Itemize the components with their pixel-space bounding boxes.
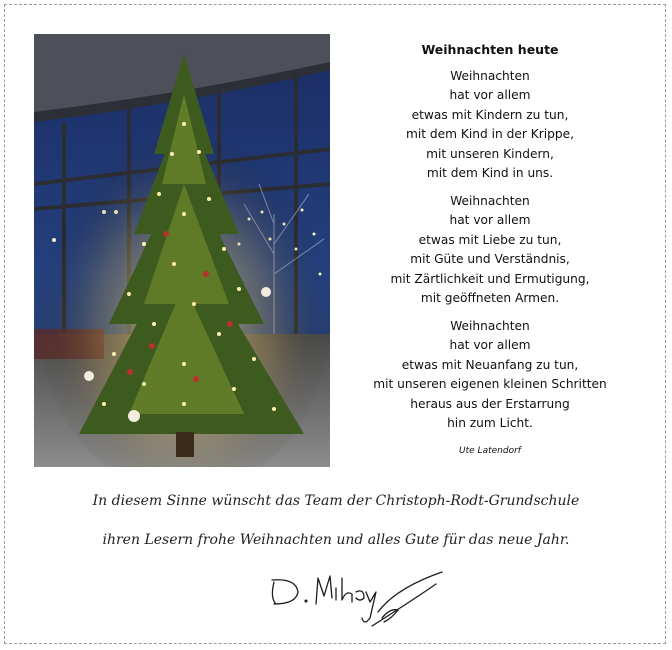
- poem-line: hat vor allem: [449, 213, 531, 227]
- poem-line: mit unseren eigenen kleinen Schritten: [373, 377, 607, 391]
- greeting-line-2: ihren Lesern frohe Weihnachten und alles Gute für das neue Jahr.: [102, 532, 570, 548]
- poem-line: etwas mit Neuanfang zu tun,: [401, 357, 579, 372]
- poem-stanza: [352, 192, 628, 309]
- poem-line: Weihnachten: [450, 193, 530, 208]
- poem-line: Weihnachten: [450, 68, 530, 83]
- poem-author: Ute Latendorf: [459, 445, 521, 456]
- poem-line: mit dem Kind in der Krippe,: [406, 127, 574, 141]
- poem-line: etwas mit Kindern zu tun,: [411, 107, 569, 122]
- poem-line: mit dem Kind in uns.: [426, 166, 554, 180]
- greeting-line-1: In diesem Sinne wünscht das Team der Christoph-Rodt-Grundschule: [92, 493, 580, 509]
- poem-line: mit Zärtlichkeit und Ermutigung,: [390, 271, 590, 286]
- poem-line: hat vor allem: [449, 88, 531, 102]
- poem-stanza: [352, 67, 628, 184]
- poem-line: heraus aus der Erstarrung: [410, 396, 570, 411]
- poem-line: Weihnachten: [450, 318, 530, 333]
- handwritten-signature: [266, 568, 446, 632]
- poem-line: hin zum Licht.: [447, 416, 533, 430]
- christmas-tree-photo: [34, 34, 330, 467]
- poem-line: etwas mit Liebe zu tun,: [418, 232, 562, 247]
- poem-line: mit Güte und Verständnis,: [410, 252, 570, 266]
- poem-line: mit unseren Kindern,: [426, 146, 554, 161]
- poem: [352, 40, 628, 461]
- poem-title: Weihnachten heute: [421, 42, 559, 57]
- poem-line: mit geöffneten Armen.: [420, 291, 560, 305]
- poem-stanza: [352, 317, 628, 434]
- poem-line: hat vor allem: [449, 338, 531, 352]
